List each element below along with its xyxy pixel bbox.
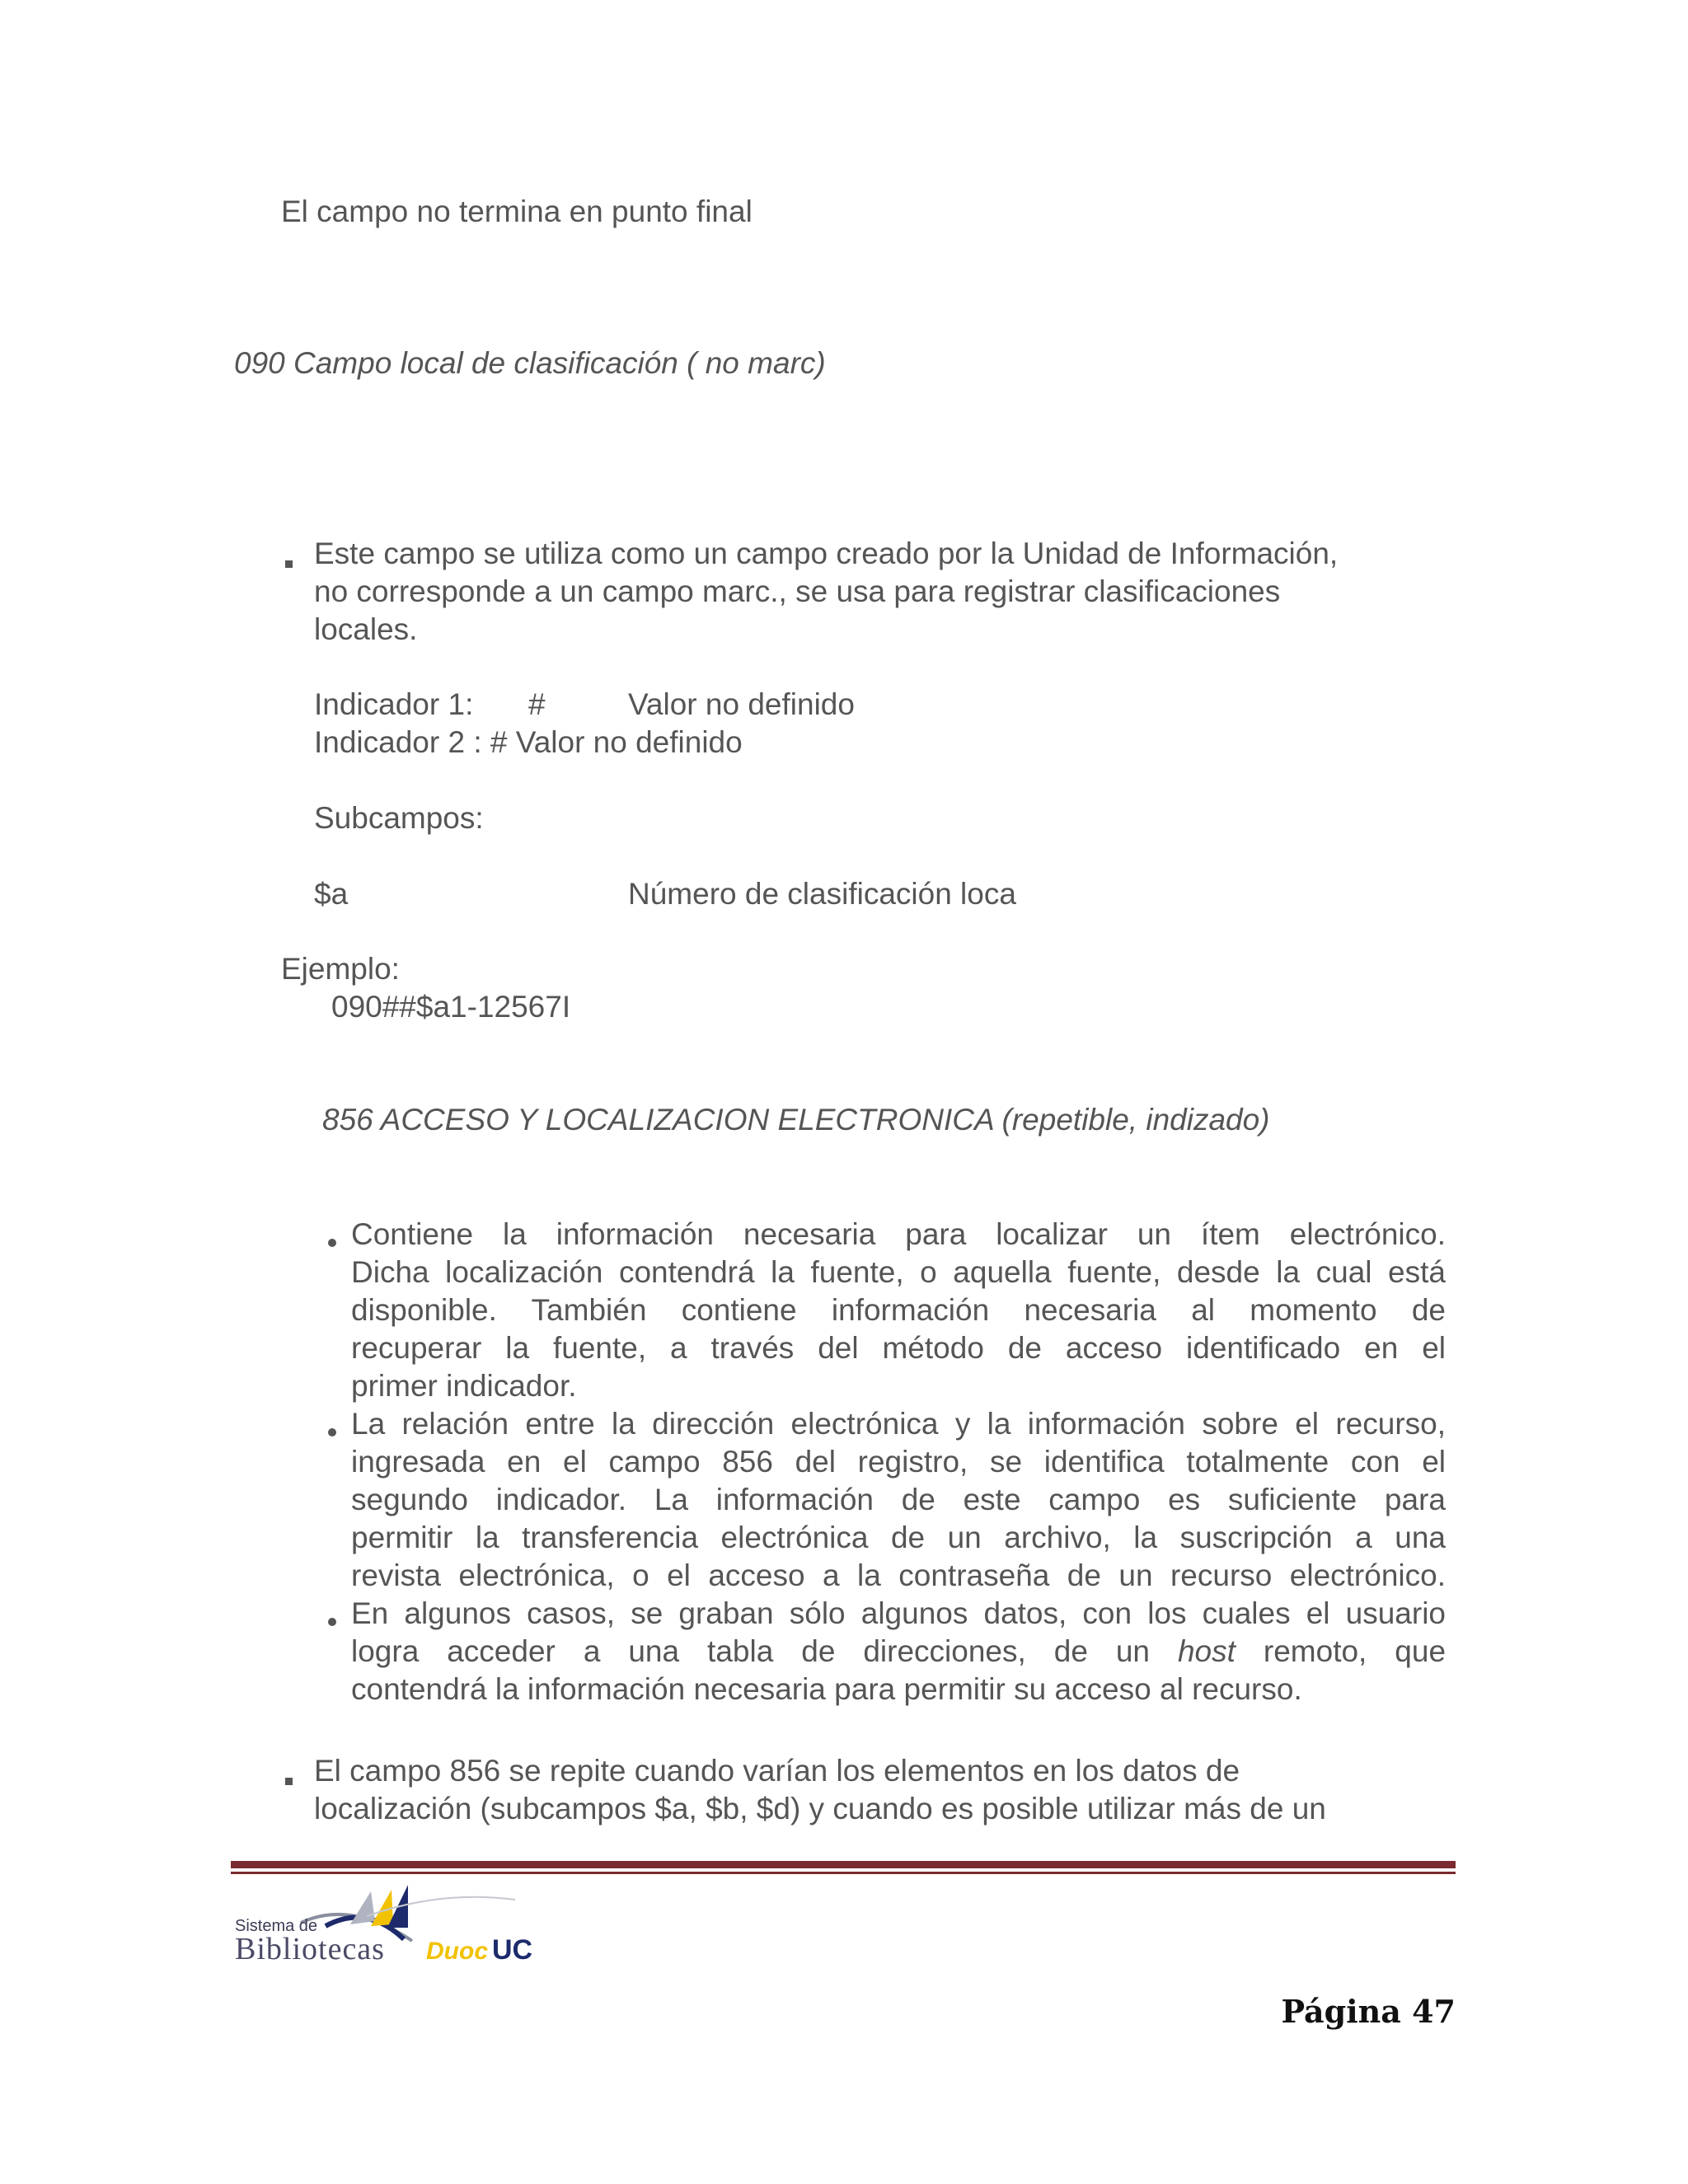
bullet-2-line: segundo indicador. La información de este campo es suficiente para (351, 1483, 1446, 1516)
bullet-2-line: revista electrónica, o el acceso a la contraseña de un recurso electrónico. (351, 1558, 1446, 1592)
logo-line-2: Bibliotecas (235, 1932, 385, 1966)
bullet-1-line: Contiene la información necesaria para localizar un ítem electrónico. (351, 1217, 1446, 1251)
bullet-2-line: ingresada en el campo 856 del registro, se identifica totalmente con el (351, 1445, 1446, 1479)
section-090-desc-line-2: no corresponde a un campo marc., se usa para registrar clasificaciones (314, 574, 1281, 608)
bullet-1-line: recuperar la fuente, a través del método de acceso identificado en el (351, 1331, 1446, 1365)
bullet-1-line: Dicha localización contendrá la fuente, o aquella fuente, desde la cual está (351, 1255, 1446, 1289)
subfield-description: Número de clasificación loca (628, 877, 1016, 911)
subcampos-label: Subcampos: (314, 801, 484, 835)
bullet-3-line: contendrá la información necesaria para permitir su acceso al recurso. (351, 1672, 1302, 1706)
round-bullet-icon (328, 1428, 336, 1436)
ejemplo-label: Ejemplo: (281, 952, 400, 986)
section-090-desc-line-3: locales. (314, 612, 418, 646)
section-090-heading: 090 Campo local de clasificación ( no marc) (234, 346, 826, 380)
logo-duoc: Duoc (426, 1938, 488, 1965)
bullet-2-line: permitir la transferencia electrónica de un archivo, la suscripción a una (351, 1521, 1446, 1554)
indicador-1-label: Indicador 1: (314, 687, 474, 721)
indicador-1-value: Valor no definido (628, 687, 855, 721)
bullet-3-line: En algunos casos, se graban sólo algunos datos, con los cuales el usuario (351, 1596, 1446, 1630)
logo-uc: UC (492, 1934, 533, 1966)
bullet-3-text-after: remoto, que (1263, 1634, 1446, 1668)
page-number: Página 47 (1281, 1993, 1456, 2030)
host-term: host (1177, 1634, 1236, 1668)
intro-line: El campo no termina en punto final (281, 194, 753, 228)
square-bullet-icon (285, 1778, 293, 1785)
repeat-line-2: localización (subcampos $a, $b, $d) y cuando es posible utilizar más de un (314, 1792, 1326, 1825)
bullet-1-line: disponible. También contiene información necesaria al momento de (351, 1293, 1446, 1327)
subfield-code: $a (314, 877, 349, 911)
indicador-2-line: Indicador 2 : # Valor no definido (314, 725, 743, 759)
bullet-3-line-host (351, 1633, 1446, 1671)
bibliotecas-duocuc-logo (235, 1867, 598, 1970)
bullet-3-text-before: logra acceder a una tabla de direcciones, de un (351, 1634, 1151, 1668)
bullet-1-line: primer indicador. (351, 1369, 577, 1403)
section-856-bullet-1 (351, 1216, 1446, 1405)
square-bullet-icon (285, 560, 293, 568)
section-856-bullet-3 (351, 1595, 1446, 1708)
section-856-bullet-2 (351, 1405, 1446, 1595)
section-090-desc-line-1: Este campo se utiliza como un campo creado por la Unidad de Información, (314, 537, 1339, 570)
indicador-1-symbol: # (528, 687, 546, 721)
round-bullet-icon (328, 1618, 336, 1626)
repeat-line-1: El campo 856 se repite cuando varían los elementos en los datos de (314, 1754, 1240, 1788)
logo-line-1: Sistema de (235, 1917, 318, 1935)
section-856-heading: 856 ACCESO Y LOCALIZACION ELECTRONICA (repetible, indizado) (322, 1103, 1270, 1137)
round-bullet-icon (328, 1239, 336, 1247)
ejemplo-value: 090##$a1-12567I (331, 990, 571, 1024)
bullet-2-line: La relación entre la dirección electrónica y la información sobre el recurso, (351, 1407, 1446, 1441)
